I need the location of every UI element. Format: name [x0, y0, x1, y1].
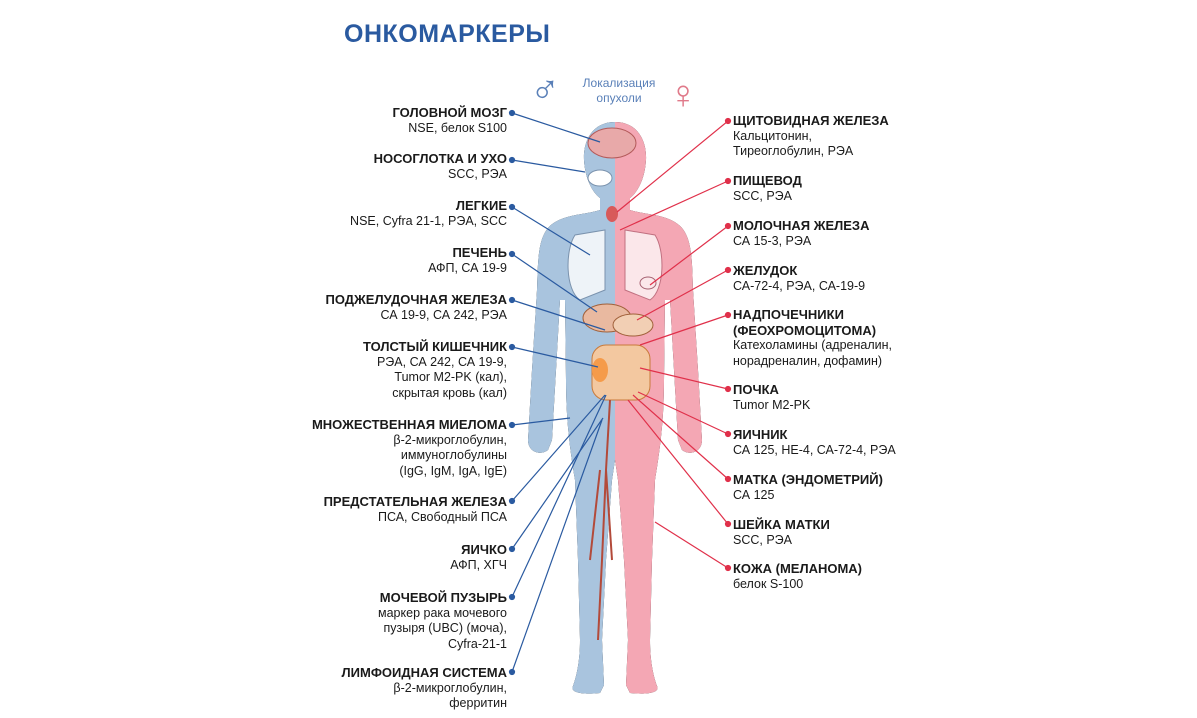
label-prostate [324, 494, 507, 525]
label-bladder [378, 590, 507, 652]
marker-text: СА 15-3, РЭА [733, 233, 812, 248]
label-kidney [733, 382, 810, 413]
thyroid-organ [606, 206, 618, 222]
marker-text: (IgG, IgM, IgA, IgE) [399, 463, 507, 478]
marker-text: иммуноглобулины [400, 448, 507, 462]
organ-name: ШЕЙКА МАТКИ [733, 517, 830, 532]
organ-name: ЖЕЛУДОК [733, 263, 798, 278]
marker-text: SCC, РЭА [733, 532, 792, 547]
organ-name: ЯИЧНИК [733, 427, 788, 442]
marker-text: ферритин [449, 696, 507, 710]
organ-name: ПЕЧЕНЬ [452, 245, 507, 260]
marker-text: РЭА, СА 242, СА 19-9, [376, 354, 507, 369]
marker-text: Кальцитонин, [733, 128, 812, 143]
organ-name: ПОДЖЕЛУДОЧНАЯ ЖЕЛЕЗА [325, 292, 507, 307]
brain-organ [588, 128, 636, 158]
organ-name: ГОЛОВНОЙ МОЗГ [392, 105, 507, 120]
marker-text: белок S-100 [733, 576, 804, 591]
label-esophagus [733, 173, 802, 204]
organ-name: МОЧЕВОЙ ПУЗЫРЬ [379, 590, 507, 605]
label-pancreas [326, 292, 508, 323]
marker-text: СА 19-9, СА 242, РЭА [380, 307, 507, 322]
label-uterus [733, 472, 883, 503]
label-testicle [450, 542, 507, 573]
lung-left-organ [568, 230, 605, 300]
marker-text: NSE, Cyfra 21-1, РЭА, SCC [350, 213, 507, 228]
stomach-organ [613, 314, 653, 336]
label-colon [363, 339, 507, 401]
label-stomach [733, 263, 865, 294]
marker-text: β-2-микроглобулин, [393, 680, 507, 695]
organ-name: НОСОГЛОТКА И УХО [373, 151, 507, 166]
diagram-title: ОНКОМАРКЕРЫ [344, 20, 551, 48]
organ-name: ПРЕДСТАТЕЛЬНАЯ ЖЕЛЕЗА [323, 494, 507, 509]
organ-name: ЩИТОВИДНАЯ ЖЕЛЕЗА [733, 113, 889, 128]
label-lungs [350, 198, 507, 229]
label-liver [428, 245, 507, 276]
localization-label: Локализация опухоли [582, 76, 656, 105]
marker-text: Tumor M2-PK (кал), [394, 370, 507, 384]
label-cervix [733, 517, 830, 548]
label-ovary [733, 427, 896, 458]
organ-name: ЛИМФОИДНАЯ СИСТЕМА [341, 665, 507, 680]
marker-text: маркер рака мочевого [378, 605, 507, 620]
marker-text: норадреналин, дофамин) [733, 353, 883, 368]
organ-name: НАДПОЧЕЧНИКИ [733, 307, 844, 322]
organ-name: МАТКА (ЭНДОМЕТРИЙ) [733, 472, 883, 487]
marker-text: Tumor M2-PK [733, 397, 811, 412]
marker-text: Cyfra-21-1 [447, 636, 507, 651]
marker-text: NSE, белок S100 [408, 120, 507, 135]
marker-text: СА 125 [733, 487, 775, 502]
organ-name: КОЖА (МЕЛАНОМА) [733, 561, 863, 576]
label-thyroid [733, 113, 889, 160]
marker-text: SCC, РЭА [733, 188, 792, 203]
organ-name: ТОЛСТЫЙ КИШЕЧНИК [362, 339, 507, 354]
male-symbol-icon: ♂ [530, 68, 560, 112]
label-lymphoid [342, 665, 507, 712]
marker-text: пузыря (UBC) (моча), [383, 621, 507, 635]
label-brain [392, 105, 507, 136]
organ-name: (ФЕОХРОМОЦИТОМА) [733, 322, 877, 338]
label-breast [733, 218, 869, 249]
female-symbol-icon: ♀ [668, 73, 698, 117]
organ-name: ЛЕГКИЕ [455, 198, 507, 213]
organ-name: МНОЖЕСТВЕННАЯ МИЕЛОМА [311, 417, 507, 432]
marker-text: Тиреоглобулин, РЭА [733, 144, 854, 158]
marker-text: СА 125, НЕ-4, СА-72-4, РЭА [733, 442, 896, 457]
organ-name: ПИЩЕВОД [733, 173, 802, 188]
marker-text: SCC, РЭА [448, 166, 507, 181]
marker-text: ПСА, Свободный ПСА [377, 509, 507, 524]
marker-text: АФП, СА 19-9 [428, 260, 507, 275]
marker-text: Катехоламины (адреналин, [733, 338, 893, 352]
lung-right-organ [625, 230, 662, 300]
organ-name: МОЛОЧНАЯ ЖЕЛЕЗА [733, 218, 870, 233]
kidney-organ [592, 358, 608, 382]
marker-text: скрытая кровь (кал) [392, 385, 507, 400]
marker-text: АФП, ХГЧ [450, 557, 507, 572]
label-nasopharynx [374, 151, 507, 182]
organ-name: ЯИЧКО [461, 542, 507, 557]
organ-name: ПОЧКА [733, 382, 779, 397]
label-myeloma [312, 417, 507, 479]
marker-text: β-2-микроглобулин, [393, 432, 507, 447]
label-skin [733, 561, 862, 592]
nasopharynx-organ [588, 170, 612, 186]
marker-text: СА-72-4, РЭА, СА-19-9 [733, 278, 866, 293]
label-adrenal [733, 307, 892, 369]
